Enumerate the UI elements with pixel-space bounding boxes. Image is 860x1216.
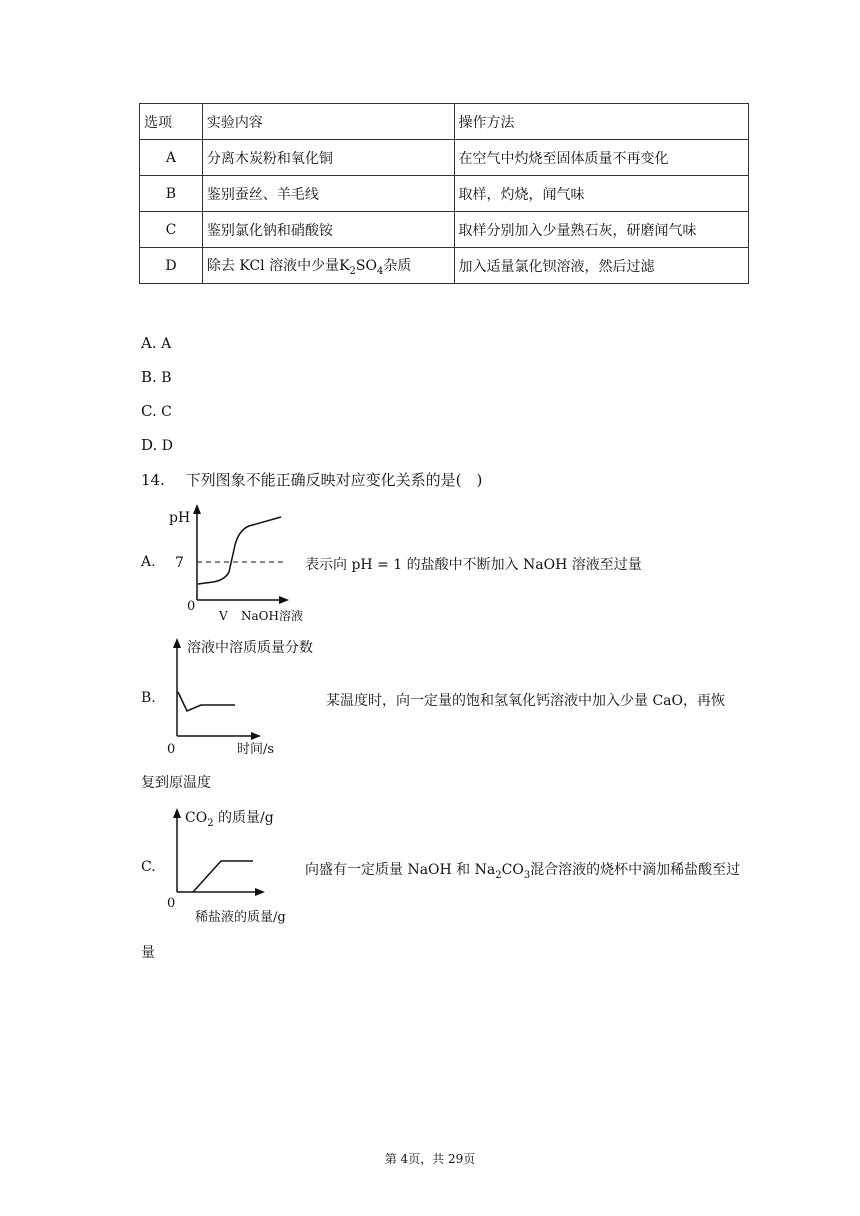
- x-axis-arrow: [255, 888, 265, 896]
- table-header-cell: 选项: [140, 104, 203, 140]
- origin-label: 0: [167, 896, 176, 911]
- table-header-cell: 实验内容: [202, 104, 454, 140]
- table-row: [140, 248, 749, 284]
- table-cell-content: 鉴别氯化钠和硝酸铵: [202, 212, 454, 248]
- option-text: 混合溶液的烧杯中滴加稀盐酸至过: [530, 862, 741, 878]
- option-letter: A.: [141, 334, 157, 352]
- answer-option-b[interactable]: [141, 368, 172, 386]
- y-label-text: CO: [185, 810, 208, 826]
- table-cell-option: B: [140, 176, 203, 212]
- table-cell-method: 在空气中灼烧至固体质量不再变化: [454, 140, 749, 176]
- option-letter: B.: [141, 368, 157, 386]
- ph-graph: [165, 500, 303, 628]
- table-row: [140, 212, 749, 248]
- formula-text: SO: [355, 257, 377, 274]
- option-text: 向盛有一定质量 NaOH 和 Na: [305, 862, 496, 878]
- q14-option-b-text-line2: 复到原温度: [141, 775, 211, 791]
- q14-option-a-text: 表示向 pH = 1 的盐酸中不断加入 NaOH 溶液至过量: [305, 557, 642, 573]
- table-cell-option: A: [140, 140, 203, 176]
- option-text: C: [161, 404, 172, 420]
- table-cell-content: 鉴别蚕丝、羊毛线: [202, 176, 454, 212]
- x-axis-label: 稀盐液的质量/g: [195, 910, 286, 925]
- mass-fraction-graph: [163, 632, 343, 762]
- answer-option-d[interactable]: [141, 436, 173, 454]
- table-cell-method: 取样分别加入少量熟石灰，研磨闻气味: [454, 212, 749, 248]
- table-header-cell: 操作方法: [454, 104, 749, 140]
- q14-option-c-letter[interactable]: C.: [141, 859, 156, 875]
- y-tick-7: 7: [175, 555, 184, 571]
- y-axis-arrow: [193, 504, 201, 514]
- subscript: 4: [377, 265, 384, 277]
- question-stem: 下列图象不能正确反映对应变化关系的是( ): [185, 471, 483, 489]
- formula-text: 杂质: [383, 257, 412, 274]
- x-axis-label: 时间/s: [237, 742, 275, 757]
- y-axis-label: 溶液中溶质质量分数: [187, 640, 313, 656]
- y-axis-label: [185, 810, 274, 829]
- option-text: A: [161, 336, 172, 352]
- co2-curve: [193, 861, 253, 892]
- formula-text: 除去 KCl 溶液中少量K: [206, 257, 350, 274]
- table-cell-content: [202, 248, 454, 284]
- mass-fraction-curve: [178, 692, 235, 711]
- x-axis-arrow: [251, 732, 261, 740]
- subscript: 2: [349, 265, 356, 277]
- origin-label: 0: [167, 742, 176, 757]
- y-label-text: 的质量/g: [213, 810, 274, 826]
- x-axis-arrow: [279, 596, 289, 604]
- q14-option-c-text-line1: [305, 859, 740, 881]
- y-axis-arrow: [173, 808, 181, 818]
- q14-option-b-text-line1: 某温度时，向一定量的饱和氢氧化钙溶液中加入少量 CaO，再恢: [326, 693, 725, 709]
- table-cell-method: 取样，灼烧，闻气味: [454, 176, 749, 212]
- y-axis-label: pH: [169, 510, 191, 526]
- option-text: D: [161, 438, 173, 454]
- option-letter: C.: [141, 402, 157, 420]
- question-number: 14.: [141, 471, 165, 489]
- option-text: CO: [501, 862, 524, 878]
- option-letter: D.: [141, 436, 158, 454]
- x-tick-v: V: [219, 609, 228, 623]
- co2-mass-graph: [163, 800, 323, 930]
- q14-option-b-letter[interactable]: B.: [141, 690, 156, 706]
- y-axis-arrow: [173, 638, 181, 648]
- subscript: 3: [523, 869, 531, 881]
- table-row: [140, 176, 749, 212]
- table-cell-content: 分离木炭粉和氧化铜: [202, 140, 454, 176]
- page-footer: 第 4页，共 29页: [384, 1152, 476, 1166]
- q14-option-a-letter[interactable]: A.: [141, 554, 156, 570]
- q14-option-c-text-line2: 量: [141, 945, 155, 961]
- table-cell-option: D: [140, 248, 203, 284]
- option-text: B: [161, 370, 172, 386]
- table-cell-option: C: [140, 212, 203, 248]
- experiment-table: [139, 103, 749, 284]
- question-14: [141, 469, 482, 490]
- origin-label: 0: [187, 599, 196, 614]
- table-cell-method: 加入适量氯化钡溶液，然后过滤: [454, 248, 749, 284]
- x-axis-label: NaOH溶液: [241, 609, 303, 623]
- ph-curve: [198, 517, 281, 584]
- subscript: 2: [495, 869, 502, 881]
- table-header-row: [140, 104, 749, 140]
- table-row: [140, 140, 749, 176]
- answer-option-c[interactable]: [141, 402, 172, 420]
- answer-option-a[interactable]: [141, 334, 171, 352]
- y-label-subscript: 2: [207, 818, 214, 829]
